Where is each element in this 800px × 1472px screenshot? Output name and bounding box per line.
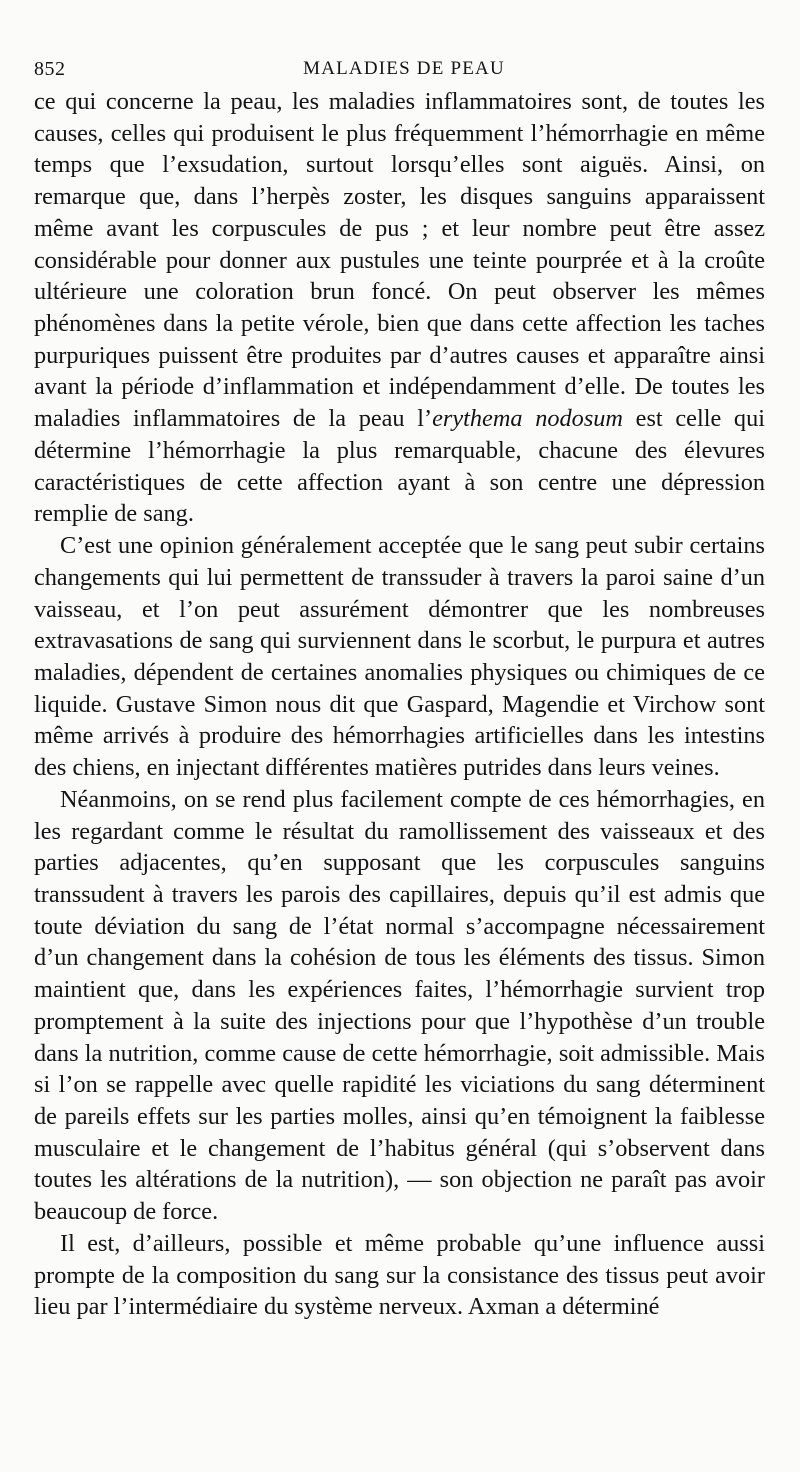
running-head: MALADIES DE PEAU: [303, 58, 505, 79]
page-header: [34, 54, 774, 88]
paragraph-1-text-after: est celle qui détermine l’hémorrhagie la plus remarquable, chacune des élevures caractéristiques de cette affection ayant à son centre une dépression remplie de sang.: [34, 405, 765, 528]
page-number: 852: [34, 58, 66, 80]
paragraph-1-text-before: ce qui concerne la peau, les maladies inflammatoires sont, de toutes les causes, celles qui produisent le plus fréquemment l’hémorrhagie en même temps que l’exsudation, surtout lorsqu’elles sont aiguës. Ainsi, on remarque que, dans l’herpès zoster, les disques sanguins apparaissent même avant les corpuscules de pus ; et leur nombre peut être assez considérable pour donner aux pustules une teinte pourprée et à la croûte ultérieure une coloration brun foncé. On peut observer les mêmes phénomènes dans la petite vérole, bien que dans cette affection les taches purpuriques puissent être produites par d’autres causes et apparaître ainsi avant la période d’inflammation et indépendamment d’elle. De toutes les maladies inflammatoires de la peau l’: [34, 88, 765, 433]
body-text: [34, 86, 765, 1323]
paragraph-3: Néanmoins, on se rend plus facilement compte de ces hémorrhagies, en les regardant comme le résultat du ramollissement des vaisseaux et des parties adjacentes, qu’en supposant que les corpuscules sanguins transsudent à travers les parois des capillaires, depuis qu’il est admis que toute déviation du sang de l’état normal s’accompagne nécessairement d’un changement dans la cohésion de tous les éléments des tissus. Simon maintient que, dans les expériences faites, l’hémorrhagie survient trop promptement à la suite des injections pour que l’hypothèse d’un trouble dans la nutrition, comme cause de cette hémorrhagie, soit admissible. Mais si l’on se rappelle avec quelle rapidité les viciations du sang déterminent de pareils effets sur les parties molles, ainsi qu’en témoignent la faiblesse musculaire et le changement de l’habitus général (qui s’observent dans toutes les altérations de la nutrition), — son objection ne paraît pas avoir beaucoup de force.: [34, 785, 765, 1226]
paragraph-1: [34, 86, 765, 530]
paragraph-1-italic-term: erythema nodosum: [432, 405, 623, 433]
paragraph-4: Il est, d’ailleurs, possible et même probable qu’une influence aussi prompte de la composition du sang sur la consistance des tissus peut avoir lieu par l’intermédiaire du système nerveux. Axman a déterminé: [34, 1229, 765, 1321]
paragraph-2: C’est une opinion généralement acceptée que le sang peut subir certains changements qui lui permettent de transsuder à travers la paroi saine d’un vaisseau, et l’on peut assurément démontrer que les nombreuses extravasations de sang qui surviennent dans le scorbut, le purpura et autres maladies, dépendent de certaines anomalies physiques ou chimiques de ce liquide. Gustave Simon nous dit que Gaspard, Magendie et Virchow sont même arrivés à produire des hémorrhagies artificielles dans les intestins des chiens, en injectant différentes matières putrides dans leurs veines.: [34, 532, 765, 782]
